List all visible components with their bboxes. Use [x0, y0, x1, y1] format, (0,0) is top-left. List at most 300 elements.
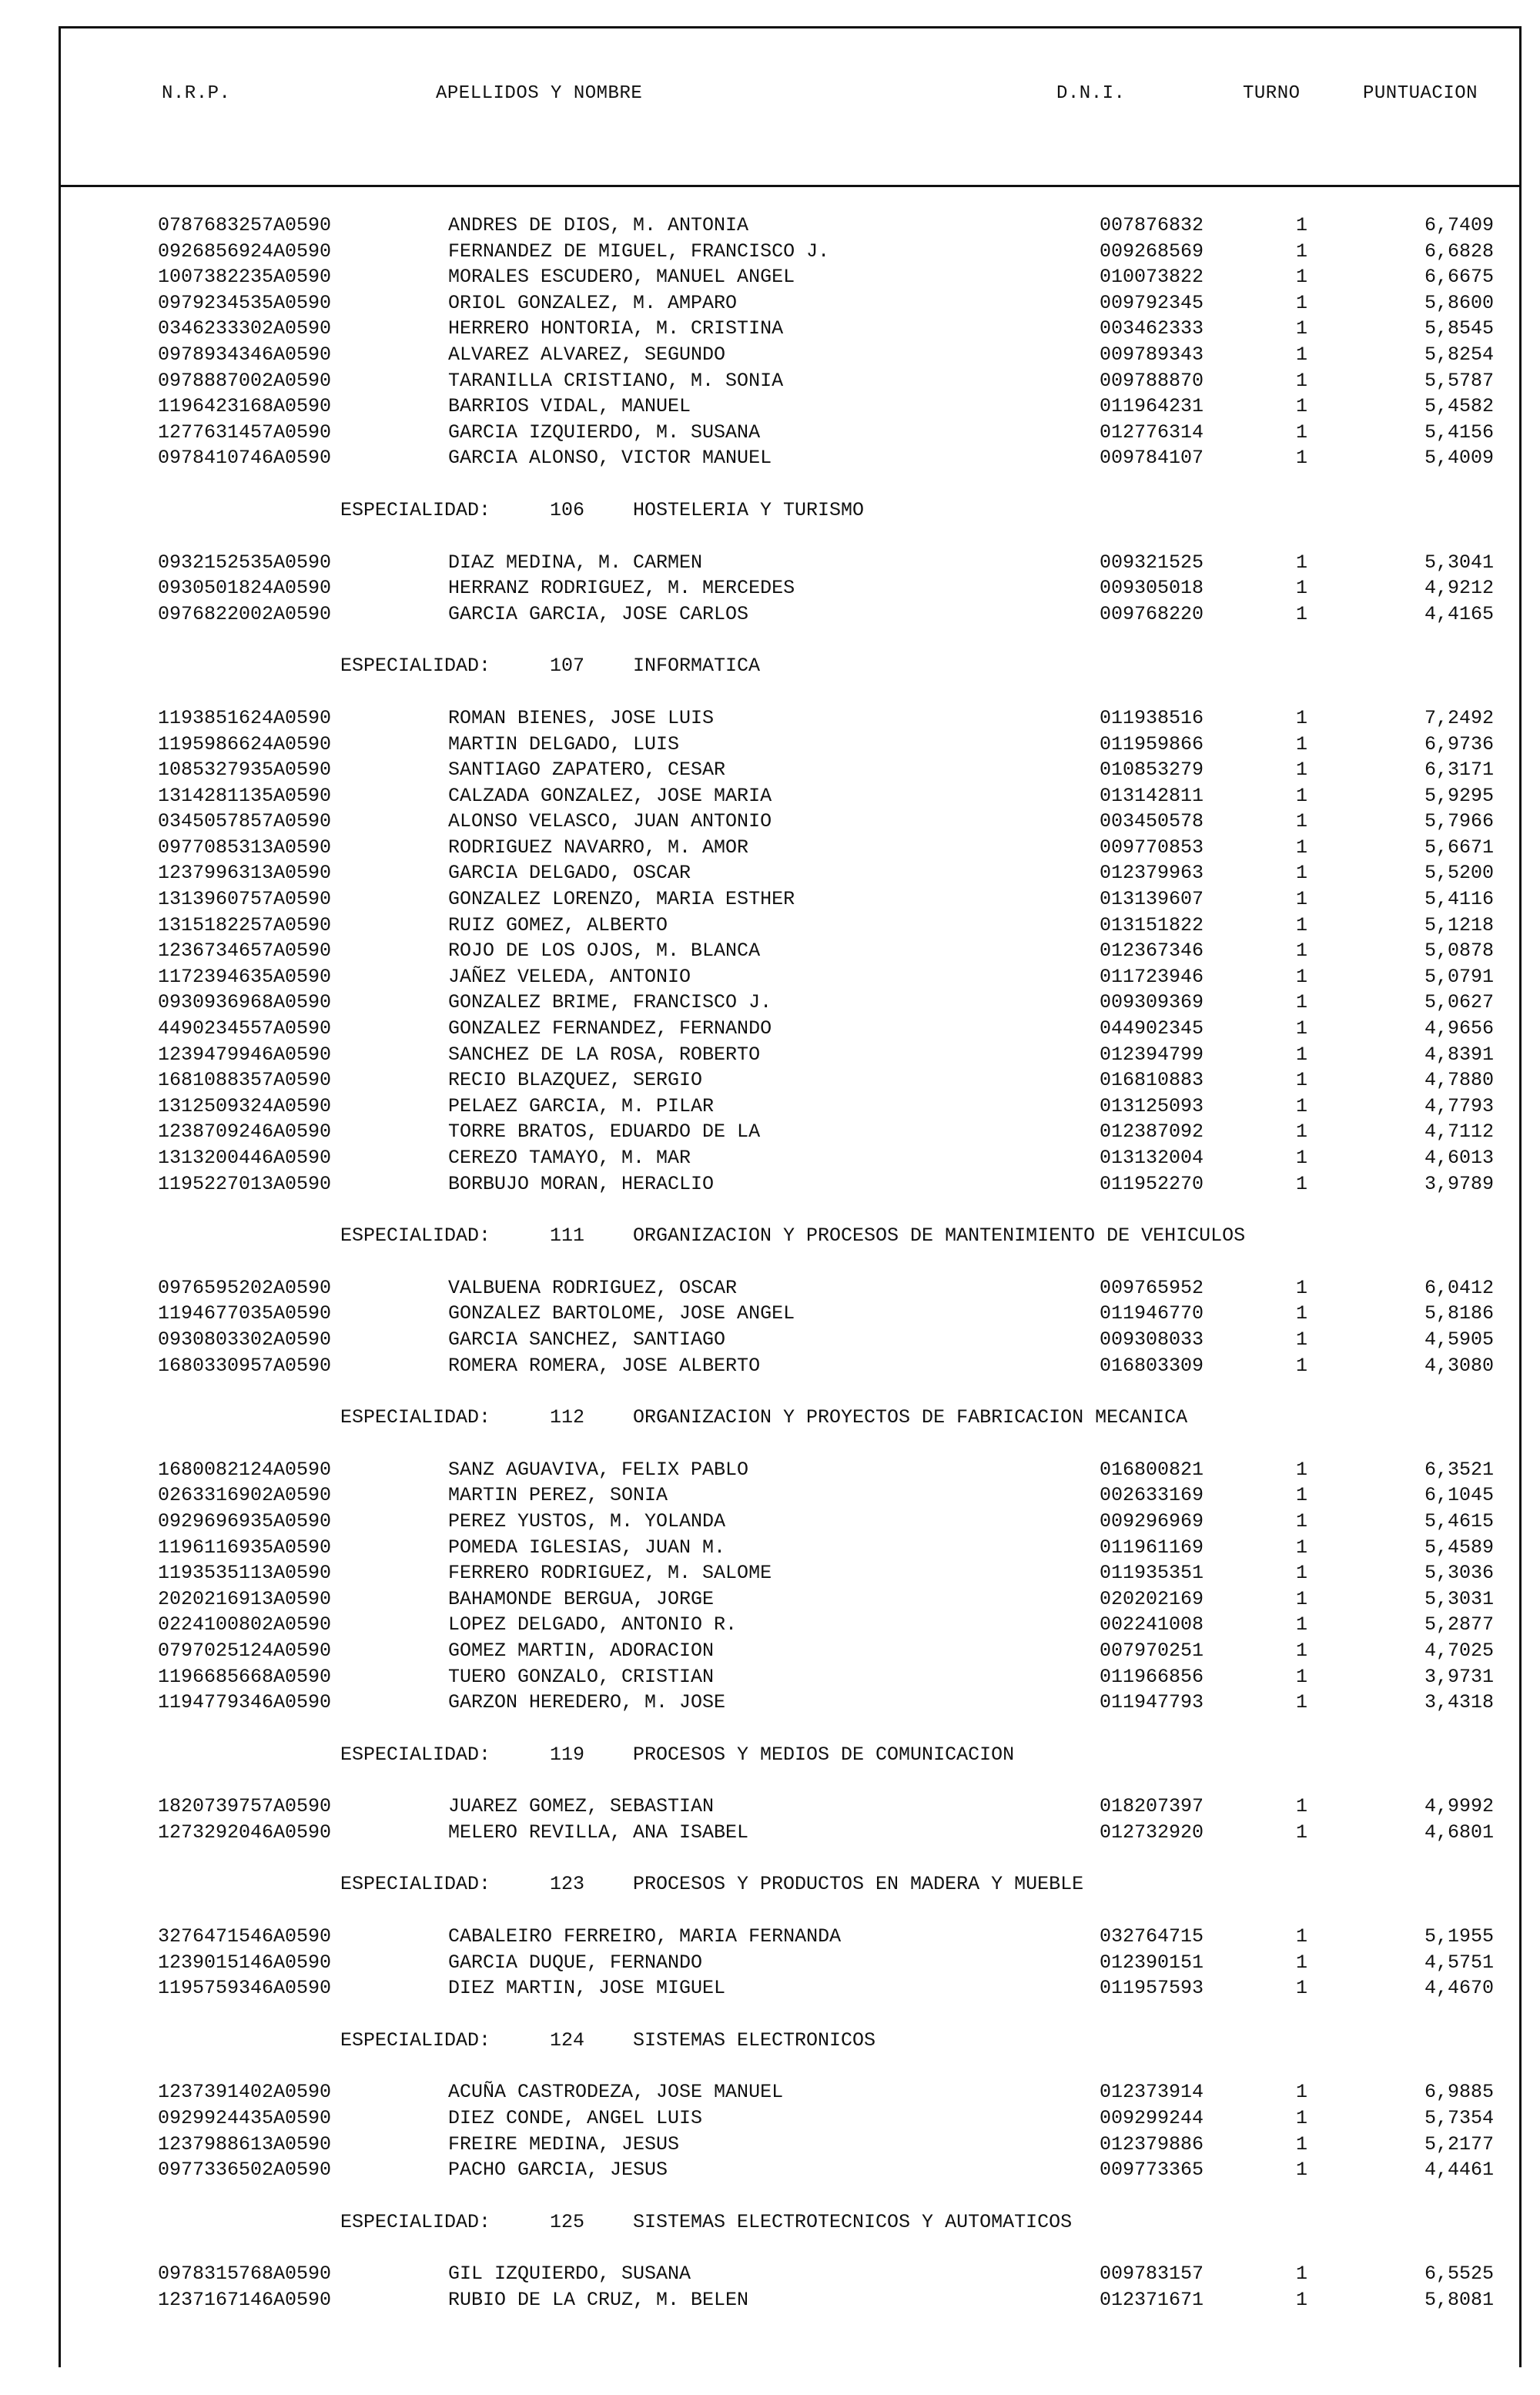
cell-dni: 011947793: [1100, 1691, 1204, 1714]
cell-dni: 032764715: [1100, 1925, 1204, 1948]
cell-name: POMEDA IGLESIAS, JUAN M.: [448, 1536, 726, 1559]
cell-turno: 1: [1296, 2263, 1308, 2286]
cell-name: GOMEZ MARTIN, ADORACION: [448, 1639, 715, 1662]
cell-puntuacion: 7,2492: [1424, 706, 1494, 729]
specialty-heading: [0, 1405, 1540, 1431]
table-body: [0, 213, 1540, 2313]
table-row: [0, 445, 1540, 471]
specialty-title: SISTEMAS ELECTROTECNICOS Y AUTOMATICOS: [633, 2210, 1073, 2233]
cell-name: JAÑEZ VELEDA, ANTONIO: [448, 965, 691, 988]
cell-turno: 1: [1296, 214, 1308, 236]
cell-dni: 010073822: [1100, 266, 1204, 289]
cell-nrp: 1195227013A0590: [158, 1172, 332, 1195]
specialty-label: ESPECIALIDAD:: [340, 1743, 491, 1766]
cell-dni: 012379886: [1100, 2132, 1204, 2156]
cell-dni: 007876832: [1100, 214, 1204, 236]
header-puntuacion: PUNTUACION: [1363, 83, 1478, 104]
cell-dni: 010853279: [1100, 759, 1204, 782]
cell-nrp: 0978887002A0590: [158, 369, 332, 392]
cell-name: ALVAREZ ALVAREZ, SEGUNDO: [448, 343, 726, 366]
cell-name: LOPEZ DELGADO, ANTONIO R.: [448, 1613, 738, 1636]
cell-puntuacion: 5,0878: [1424, 940, 1494, 963]
table-row: [0, 1690, 1540, 1716]
specialty-code: 107: [550, 655, 585, 678]
specialty-heading: [0, 1223, 1540, 1249]
cell-turno: 1: [1296, 1276, 1308, 1299]
cell-turno: 1: [1296, 1484, 1308, 1507]
cell-name: TORRE BRATOS, EDUARDO DE LA: [448, 1120, 761, 1144]
cell-nrp: 1277631457A0590: [158, 420, 332, 444]
cell-turno: 1: [1296, 862, 1308, 885]
cell-turno: 1: [1296, 1795, 1308, 1818]
cell-dni: 013132004: [1100, 1147, 1204, 1169]
cell-dni: 011938516: [1100, 706, 1204, 729]
cell-name: GARCIA DUQUE, FERNANDO: [448, 1951, 703, 1974]
cell-name: BAHAMONDE BERGUA, JORGE: [448, 1587, 715, 1610]
specialty-label: ESPECIALIDAD:: [340, 1224, 491, 1248]
cell-name: ROMERA ROMERA, JOSE ALBERTO: [448, 1354, 761, 1377]
cell-puntuacion: 5,4615: [1424, 1509, 1494, 1532]
cell-name: FERNANDEZ DE MIGUEL, FRANCISCO J.: [448, 240, 830, 263]
cell-dni: 009765952: [1100, 1276, 1204, 1299]
cell-nrp: 0224100802A0590: [158, 1613, 332, 1636]
cell-nrp: 1312509324A0590: [158, 1094, 332, 1117]
cell-name: GARCIA ALONSO, VICTOR MANUEL: [448, 447, 772, 470]
cell-nrp: 0979234535A0590: [158, 291, 332, 314]
cell-turno: 1: [1296, 1509, 1308, 1532]
cell-dni: 016810883: [1100, 1069, 1204, 1092]
table-row: [0, 1067, 1540, 1094]
cell-nrp: 1196116935A0590: [158, 1536, 332, 1559]
cell-name: CABALEIRO FERREIRO, MARIA FERNANDA: [448, 1925, 842, 1948]
cell-dni: 009792345: [1100, 291, 1204, 314]
cell-name: DIEZ CONDE, ANGEL LUIS: [448, 2107, 703, 2130]
cell-nrp: 1193851624A0590: [158, 706, 332, 729]
specialty-label: ESPECIALIDAD:: [340, 1406, 491, 1429]
specialty-heading: [0, 497, 1540, 524]
header-turno: TURNO: [1243, 83, 1301, 104]
specialty-code: 119: [550, 1743, 585, 1766]
table-row: [0, 601, 1540, 628]
cell-puntuacion: 5,3031: [1424, 1587, 1494, 1610]
table-row: [0, 757, 1540, 783]
cell-dni: 009305018: [1100, 577, 1204, 600]
cell-name: FERRERO RODRIGUEZ, M. SALOME: [448, 1562, 772, 1585]
cell-dni: 011959866: [1100, 732, 1204, 755]
cell-dni: 011946770: [1100, 1302, 1204, 1325]
cell-dni: 009308033: [1100, 1328, 1204, 1351]
cell-nrp: 0787683257A0590: [158, 214, 332, 236]
spacer: [0, 1767, 1540, 1794]
cell-dni: 016800821: [1100, 1458, 1204, 1481]
cell-dni: 012732920: [1100, 1821, 1204, 1844]
cell-turno: 1: [1296, 1821, 1308, 1844]
cell-nrp: 1237988613A0590: [158, 2132, 332, 2156]
specialty-code: 125: [550, 2210, 585, 2233]
table-row: [0, 1638, 1540, 1664]
table-row: [0, 1535, 1540, 1561]
cell-dni: 009768220: [1100, 602, 1204, 625]
spacer: [0, 1898, 1540, 1924]
cell-nrp: 0930501824A0590: [158, 577, 332, 600]
cell-turno: 1: [1296, 706, 1308, 729]
cell-turno: 1: [1296, 1094, 1308, 1117]
cell-name: HERRANZ RODRIGUEZ, M. MERCEDES: [448, 577, 795, 600]
specialty-title: SISTEMAS ELECTRONICOS: [633, 2028, 876, 2052]
cell-nrp: 1680082124A0590: [158, 1458, 332, 1481]
cell-puntuacion: 4,3080: [1424, 1354, 1494, 1377]
table-row: [0, 990, 1540, 1016]
cell-puntuacion: 5,8545: [1424, 317, 1494, 340]
specialty-label: ESPECIALIDAD:: [340, 2028, 491, 2052]
cell-dni: 003450578: [1100, 810, 1204, 833]
cell-nrp: 1237167146A0590: [158, 2289, 332, 2311]
cell-nrp: 0930936968A0590: [158, 991, 332, 1014]
table-row: [0, 1586, 1540, 1613]
table-row: [0, 1560, 1540, 1586]
cell-name: GIL IZQUIERDO, SUSANA: [448, 2263, 691, 2286]
cell-nrp: 3276471546A0590: [158, 1925, 332, 1948]
cell-name: MELERO REVILLA, ANA ISABEL: [448, 1821, 749, 1844]
table-row: [0, 2287, 1540, 2313]
cell-turno: 1: [1296, 2159, 1308, 2182]
cell-turno: 1: [1296, 551, 1308, 574]
specialty-label: ESPECIALIDAD:: [340, 2210, 491, 2233]
cell-name: GONZALEZ BRIME, FRANCISCO J.: [448, 991, 772, 1014]
cell-name: CEREZO TAMAYO, M. MAR: [448, 1147, 691, 1169]
table-row: [0, 783, 1540, 809]
spacer: [0, 2183, 1540, 2209]
cell-name: GARZON HEREDERO, M. JOSE: [448, 1691, 726, 1714]
cell-puntuacion: 5,8081: [1424, 2289, 1494, 2311]
table-row: [0, 264, 1540, 290]
table-row: [0, 316, 1540, 342]
cell-dni: 011961169: [1100, 1536, 1204, 1559]
cell-name: PELAEZ GARCIA, M. PILAR: [448, 1094, 715, 1117]
specialty-code: 111: [550, 1224, 585, 1248]
spacer: [0, 2001, 1540, 2028]
cell-dni: 009309369: [1100, 991, 1204, 1014]
table-row: [0, 1794, 1540, 1820]
cell-name: SANCHEZ DE LA ROSA, ROBERTO: [448, 1043, 761, 1066]
table-row: [0, 1820, 1540, 1846]
specialty-label: ESPECIALIDAD:: [340, 1873, 491, 1896]
table-row: [0, 1509, 1540, 1535]
cell-puntuacion: 3,9789: [1424, 1172, 1494, 1195]
cell-name: RUIZ GOMEZ, ALBERTO: [448, 913, 668, 936]
cell-nrp: 1085327935A0590: [158, 759, 332, 782]
table-row: [0, 575, 1540, 601]
cell-name: SANZ AGUAVIVA, FELIX PABLO: [448, 1458, 749, 1481]
spacer: [0, 1197, 1540, 1223]
table-row: [0, 1301, 1540, 1327]
cell-nrp: 1193535113A0590: [158, 1562, 332, 1585]
cell-puntuacion: 6,6828: [1424, 240, 1494, 263]
table-row: [0, 1094, 1540, 1120]
cell-name: RECIO BLAZQUEZ, SERGIO: [448, 1069, 703, 1092]
cell-turno: 1: [1296, 420, 1308, 444]
cell-puntuacion: 5,3041: [1424, 551, 1494, 574]
cell-dni: 044902345: [1100, 1017, 1204, 1040]
cell-nrp: 0263316902A0590: [158, 1484, 332, 1507]
cell-puntuacion: 5,0627: [1424, 991, 1494, 1014]
cell-nrp: 0978410746A0590: [158, 447, 332, 470]
table-row: [0, 1950, 1540, 1976]
cell-turno: 1: [1296, 1536, 1308, 1559]
header-dni: D.N.I.: [1056, 83, 1126, 104]
cell-nrp: 1239015146A0590: [158, 1951, 332, 1974]
cell-puntuacion: 6,1045: [1424, 1484, 1494, 1507]
cell-turno: 1: [1296, 1951, 1308, 1974]
cell-dni: 020202169: [1100, 1587, 1204, 1610]
cell-name: JUAREZ GOMEZ, SEBASTIAN: [448, 1795, 715, 1818]
table-row: [0, 1327, 1540, 1353]
cell-dni: 009296969: [1100, 1509, 1204, 1532]
cell-name: TARANILLA CRISTIANO, M. SONIA: [448, 369, 784, 392]
specialty-code: 124: [550, 2028, 585, 2052]
cell-puntuacion: 5,7354: [1424, 2107, 1494, 2130]
cell-name: MARTIN DELGADO, LUIS: [448, 732, 680, 755]
cell-dni: 013151822: [1100, 913, 1204, 936]
cell-puntuacion: 4,4670: [1424, 1977, 1494, 2000]
cell-turno: 1: [1296, 1562, 1308, 1585]
specialty-title: ORGANIZACION Y PROCESOS DE MANTENIMIENTO DE VEHICULOS: [633, 1224, 1246, 1248]
cell-nrp: 0797025124A0590: [158, 1639, 332, 1662]
cell-puntuacion: 6,9885: [1424, 2081, 1494, 2104]
cell-turno: 1: [1296, 810, 1308, 833]
cell-turno: 1: [1296, 1639, 1308, 1662]
cell-dni: 016803309: [1100, 1354, 1204, 1377]
table-row: [0, 2132, 1540, 2158]
cell-dni: 012373914: [1100, 2081, 1204, 2104]
table-row: [0, 1353, 1540, 1379]
cell-dni: 011935351: [1100, 1562, 1204, 1585]
specialty-heading: [0, 2028, 1540, 2054]
cell-name: FREIRE MEDINA, JESUS: [448, 2132, 680, 2156]
spacer: [0, 2053, 1540, 2079]
cell-puntuacion: 5,4156: [1424, 420, 1494, 444]
specialty-heading: [0, 653, 1540, 679]
cell-puntuacion: 5,0791: [1424, 965, 1494, 988]
cell-turno: 1: [1296, 1925, 1308, 1948]
spacer: [0, 1431, 1540, 1457]
cell-name: HERRERO HONTORIA, M. CRISTINA: [448, 317, 784, 340]
cell-turno: 1: [1296, 369, 1308, 392]
cell-turno: 1: [1296, 1069, 1308, 1092]
cell-turno: 1: [1296, 1691, 1308, 1714]
cell-nrp: 1196423168A0590: [158, 395, 332, 418]
cell-name: GONZALEZ LORENZO, MARIA ESTHER: [448, 888, 795, 911]
cell-nrp: 0977085313A0590: [158, 836, 332, 859]
table-row: [0, 420, 1540, 446]
cell-puntuacion: 5,4589: [1424, 1536, 1494, 1559]
cell-turno: 1: [1296, 2289, 1308, 2311]
cell-dni: 009321525: [1100, 551, 1204, 574]
table-row: [0, 705, 1540, 732]
cell-nrp: 1680330957A0590: [158, 1354, 332, 1377]
table-row: [0, 290, 1540, 317]
specialty-label: ESPECIALIDAD:: [340, 498, 491, 521]
cell-nrp: 0926856924A0590: [158, 240, 332, 263]
cell-name: ROJO DE LOS OJOS, M. BLANCA: [448, 940, 761, 963]
cell-nrp: 1315182257A0590: [158, 913, 332, 936]
cell-puntuacion: 4,6801: [1424, 1821, 1494, 1844]
cell-puntuacion: 6,3171: [1424, 759, 1494, 782]
cell-turno: 1: [1296, 784, 1308, 807]
cell-dni: 002633169: [1100, 1484, 1204, 1507]
cell-turno: 1: [1296, 447, 1308, 470]
cell-nrp: 0930803302A0590: [158, 1328, 332, 1351]
table-row: [0, 860, 1540, 886]
cell-nrp: 1195759346A0590: [158, 1977, 332, 2000]
specialty-title: PROCESOS Y PRODUCTOS EN MADERA Y MUEBLE: [633, 1873, 1084, 1896]
cell-name: VALBUENA RODRIGUEZ, OSCAR: [448, 1276, 738, 1299]
cell-dni: 002241008: [1100, 1613, 1204, 1636]
spacer: [0, 1845, 1540, 1871]
cell-dni: 011723946: [1100, 965, 1204, 988]
cell-dni: 009789343: [1100, 343, 1204, 366]
cell-puntuacion: 4,9212: [1424, 577, 1494, 600]
cell-name: BARRIOS VIDAL, MANUEL: [448, 395, 691, 418]
cell-turno: 1: [1296, 1017, 1308, 1040]
cell-name: GONZALEZ FERNANDEZ, FERNANDO: [448, 1017, 772, 1040]
table-row: [0, 213, 1540, 239]
cell-dni: 011957593: [1100, 1977, 1204, 2000]
table-row: [0, 938, 1540, 964]
table-row: [0, 550, 1540, 576]
table-row: [0, 2261, 1540, 2287]
cell-puntuacion: 4,8391: [1424, 1043, 1494, 1066]
cell-turno: 1: [1296, 991, 1308, 1014]
cell-dni: 009788870: [1100, 369, 1204, 392]
cell-name: TUERO GONZALO, CRISTIAN: [448, 1665, 715, 1688]
cell-dni: 009773365: [1100, 2159, 1204, 2182]
table-row: [0, 913, 1540, 939]
table-row: [0, 2079, 1540, 2105]
cell-name: PEREZ YUSTOS, M. YOLANDA: [448, 1509, 726, 1532]
cell-nrp: 1237996313A0590: [158, 862, 332, 885]
cell-puntuacion: 4,7793: [1424, 1094, 1494, 1117]
cell-nrp: 1194779346A0590: [158, 1691, 332, 1714]
cell-puntuacion: 4,7112: [1424, 1120, 1494, 1144]
cell-turno: 1: [1296, 266, 1308, 289]
specialty-title: HOSTELERIA Y TURISMO: [633, 498, 865, 521]
cell-turno: 1: [1296, 1120, 1308, 1144]
specialty-heading: [0, 1742, 1540, 1768]
cell-puntuacion: 5,9295: [1424, 784, 1494, 807]
cell-nrp: 1196685668A0590: [158, 1665, 332, 1688]
spacer: [0, 2235, 1540, 2261]
cell-puntuacion: 4,6013: [1424, 1147, 1494, 1169]
cell-nrp: 1172394635A0590: [158, 965, 332, 988]
cell-dni: 013139607: [1100, 888, 1204, 911]
spacer: [0, 1249, 1540, 1275]
specialty-heading: [0, 2209, 1540, 2236]
cell-dni: 007970251: [1100, 1639, 1204, 1662]
cell-turno: 1: [1296, 1043, 1308, 1066]
cell-turno: 1: [1296, 1613, 1308, 1636]
cell-turno: 1: [1296, 395, 1308, 418]
cell-name: MARTIN PEREZ, SONIA: [448, 1484, 668, 1507]
table-row: [0, 2105, 1540, 2132]
cell-nrp: 0346233302A0590: [158, 317, 332, 340]
cell-nrp: 0929924435A0590: [158, 2107, 332, 2130]
cell-dni: 012394799: [1100, 1043, 1204, 1066]
cell-name: GONZALEZ BARTOLOME, JOSE ANGEL: [448, 1302, 795, 1325]
table-row: [0, 964, 1540, 990]
cell-nrp: 1237391402A0590: [158, 2081, 332, 2104]
cell-puntuacion: 6,7409: [1424, 214, 1494, 236]
cell-name: SANTIAGO ZAPATERO, CESAR: [448, 759, 726, 782]
cell-turno: 1: [1296, 759, 1308, 782]
cell-puntuacion: 5,1955: [1424, 1925, 1494, 1948]
cell-puntuacion: 6,5525: [1424, 2263, 1494, 2286]
cell-turno: 1: [1296, 343, 1308, 366]
cell-name: ORIOL GONZALEZ, M. AMPARO: [448, 291, 738, 314]
cell-puntuacion: 4,7880: [1424, 1069, 1494, 1092]
cell-turno: 1: [1296, 965, 1308, 988]
spacer: [0, 679, 1540, 705]
cell-dni: 009770853: [1100, 836, 1204, 859]
spacer: [0, 1378, 1540, 1405]
cell-name: GARCIA DELGADO, OSCAR: [448, 862, 691, 885]
cell-turno: 1: [1296, 1354, 1308, 1377]
cell-puntuacion: 4,7025: [1424, 1639, 1494, 1662]
cell-puntuacion: 4,9992: [1424, 1795, 1494, 1818]
cell-nrp: 0345057857A0590: [158, 810, 332, 833]
table-row: [0, 1275, 1540, 1301]
table-row: [0, 1482, 1540, 1509]
specialty-code: 106: [550, 498, 585, 521]
cell-dni: 011964231: [1100, 395, 1204, 418]
table-row: [0, 394, 1540, 420]
cell-nrp: 0978934346A0590: [158, 343, 332, 366]
cell-puntuacion: 3,4318: [1424, 1691, 1494, 1714]
table-row: [0, 239, 1540, 265]
cell-turno: 1: [1296, 2107, 1308, 2130]
cell-turno: 1: [1296, 913, 1308, 936]
cell-nrp: 1239479946A0590: [158, 1043, 332, 1066]
specialty-heading: [0, 1871, 1540, 1898]
cell-nrp: 0977336502A0590: [158, 2159, 332, 2182]
cell-puntuacion: 5,2177: [1424, 2132, 1494, 2156]
cell-puntuacion: 4,9656: [1424, 1017, 1494, 1040]
cell-nrp: 4490234557A0590: [158, 1017, 332, 1040]
table-row: [0, 809, 1540, 835]
cell-puntuacion: 4,5751: [1424, 1951, 1494, 1974]
table-row: [0, 1016, 1540, 1042]
cell-name: DIEZ MARTIN, JOSE MIGUEL: [448, 1977, 726, 2000]
cell-turno: 1: [1296, 1302, 1308, 1325]
cell-name: ROMAN BIENES, JOSE LUIS: [448, 706, 715, 729]
cell-turno: 1: [1296, 317, 1308, 340]
cell-turno: 1: [1296, 1665, 1308, 1688]
cell-puntuacion: 6,6675: [1424, 266, 1494, 289]
cell-puntuacion: 5,3036: [1424, 1562, 1494, 1585]
cell-puntuacion: 5,6671: [1424, 836, 1494, 859]
cell-dni: 013125093: [1100, 1094, 1204, 1117]
cell-nrp: 1194677035A0590: [158, 1302, 332, 1325]
table-row: [0, 1975, 1540, 2001]
spacer: [0, 1716, 1540, 1742]
cell-nrp: 1313200446A0590: [158, 1147, 332, 1169]
cell-puntuacion: 5,4009: [1424, 447, 1494, 470]
cell-dni: 012776314: [1100, 420, 1204, 444]
table-row: [0, 1042, 1540, 1068]
cell-dni: 012379963: [1100, 862, 1204, 885]
cell-turno: 1: [1296, 1458, 1308, 1481]
cell-name: RUBIO DE LA CRUZ, M. BELEN: [448, 2289, 749, 2311]
